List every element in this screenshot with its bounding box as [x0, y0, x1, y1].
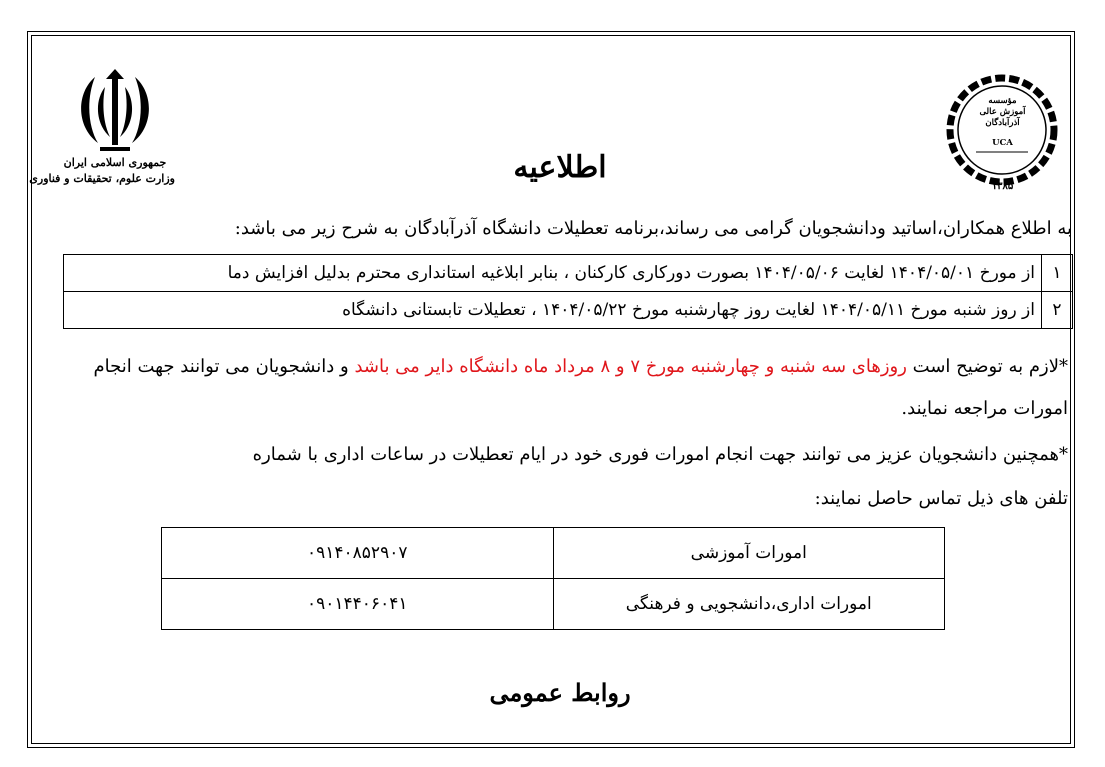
iran-emblem: [29, 65, 175, 195]
table-row: [64, 255, 1073, 292]
note-2-line-1: *همچنین دانشجویان عزیز می توانند جهت انجام امورات فوری خود در ایام تعطیلات در ساعات اداری با شماره: [252, 444, 1068, 465]
footer-signature: روابط عمومی: [489, 678, 631, 707]
iran-emblem-icon: [70, 65, 160, 155]
table-row: [162, 579, 945, 630]
note-1-line-1: [93, 356, 1068, 377]
note-1-line-2: امورات مراجعه نمایند.: [901, 398, 1068, 419]
contact-phone: ۰۹۱۴۰۸۵۲۹۰۷: [162, 528, 554, 579]
page-title: اطلاعیه: [513, 150, 607, 185]
intro-text: به اطلاع همکاران،اساتید ودانشجویان گرامی می رساند،برنامه تعطیلات دانشگاه آذرآبادگان به شرح زیر می باشد:: [234, 218, 1072, 239]
seal-ring-icon: [940, 72, 1065, 197]
seal-text-2: آموزش عالی: [979, 107, 1026, 117]
note-1-suffix: و دانشجویان می توانند جهت انجام: [93, 356, 355, 377]
emblem-caption-2: وزارت علوم، تحقیقات و فناوری: [29, 172, 175, 185]
table-row: [64, 292, 1073, 329]
seal-text-3: آذرآبادگان: [985, 118, 1020, 128]
contact-phone: ۰۹۰۱۴۴۰۶۰۴۱: [162, 579, 554, 630]
seal-text-1: مؤسسه: [988, 96, 1017, 106]
note-2-line-2: تلفن های ذیل تماس حاصل نمایند:: [814, 488, 1068, 509]
contact-dept: امورات آموزشی: [553, 528, 945, 579]
contact-dept: امورات اداری،دانشجویی و فرهنگی: [553, 579, 945, 630]
schedule-table: [63, 254, 1073, 329]
row-number: ۲: [1042, 292, 1073, 329]
seal-abbr: UCA: [992, 138, 1013, 148]
note-1-highlight: روزهای سه شنبه و چهارشنبه مورخ ۷ و ۸ مرداد ماه دانشگاه دایر می باشد: [354, 356, 907, 377]
seal-year: ۱۳۸۵: [991, 181, 1014, 192]
inner-border: [31, 35, 1071, 744]
uca-seal: [940, 72, 1065, 197]
emblem-caption-1: جمهوری اسلامی ایران: [63, 156, 167, 169]
row-number: ۱: [1042, 255, 1073, 292]
contacts-table: [161, 527, 945, 630]
row-text: از روز شنبه مورخ ۱۴۰۴/۰۵/۱۱ لغایت روز چهارشنبه مورخ ۱۴۰۴/۰۵/۲۲ ، تعطیلات تابستانی دانشگاه: [64, 292, 1042, 329]
table-row: [162, 528, 945, 579]
note-1-prefix: *لازم به توضیح است: [906, 356, 1068, 377]
row-text: از مورخ ۱۴۰۴/۰۵/۰۱ لغایت ۱۴۰۴/۰۵/۰۶ بصورت دورکاری کارکنان ، بنابر ابلاغیه استانداری محترم بدلیل افزایش دما: [64, 255, 1042, 292]
